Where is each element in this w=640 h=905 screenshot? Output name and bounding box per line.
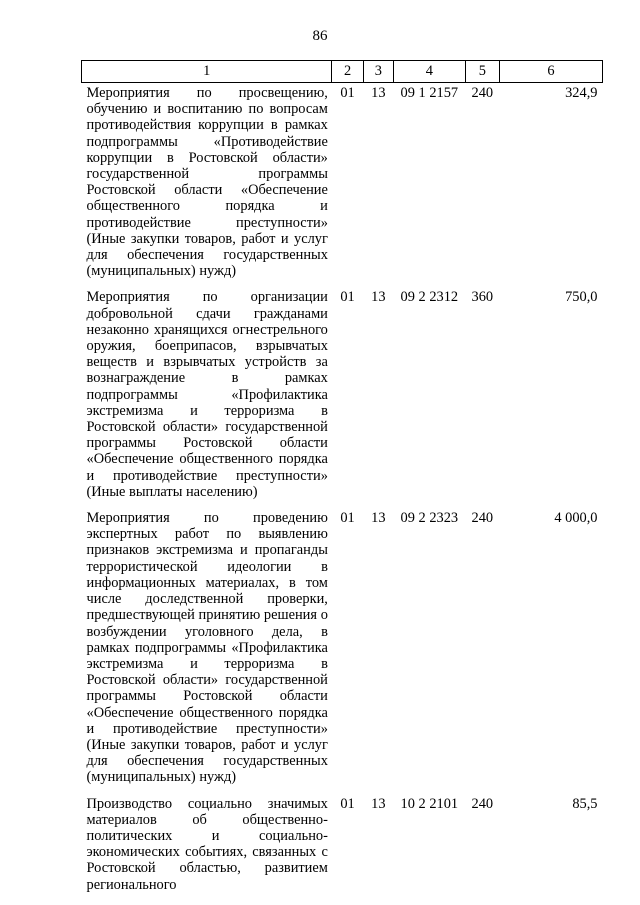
row-subsection: 13 xyxy=(371,795,386,812)
row-amount: 85,5 xyxy=(572,795,598,812)
row-section: 01 xyxy=(340,289,355,306)
row-expense-type: 240 xyxy=(471,795,494,812)
row-amount: 4 000,0 xyxy=(554,510,598,527)
row-name: Мероприятия по организации добровольной сдачи гражданами незаконно хранящихся огнестрельного оружия, боеприпасов, взрывчатых веществ и взрывчатых устройств за вознаграждение в рамках подпрограммы «Профилактика экстремизма и терроризма в Ростовской области» государственной программы Ростовской области «Обеспечение общественного порядка и противодействие преступности» (Иные выплаты населению) xyxy=(86,289,328,500)
row-name: Мероприятия по просвещению, обучению и воспитанию по вопросам противодействия коррупции в рамках подпрограммы «Противодействие коррупции в Ростовской области» государственной программы Ростовской области «Обеспечение общественного порядка и противодействие преступности» (Иные закупки товаров, работ и услуг для обеспечения государственных (муниципальных) нужд) xyxy=(86,85,328,280)
column-header-4: 4 xyxy=(393,61,465,83)
row-amount: 750,0 xyxy=(565,289,598,306)
table-row xyxy=(82,508,603,793)
row-subsection: 13 xyxy=(371,510,386,527)
table-row xyxy=(82,794,603,901)
row-amount: 324,9 xyxy=(565,85,598,101)
header-row xyxy=(82,61,603,83)
column-header-2: 2 xyxy=(332,61,363,83)
row-expense-type: 240 xyxy=(471,510,494,527)
row-expense-type: 360 xyxy=(471,289,494,306)
row-name: Мероприятия по проведению экспертных работ по выявлению признаков экстремизма и пропаганды террористической идеологии в информационных материалах, в том числе доследственной проверки, предшествующей принятию решения о возбуждении уголовного дела, в рамках подпрограммы «Профилактика экстремизма и терроризма в Ростовской области» государственной программы Ростовской области «Обеспечение общественного порядка и противодействие преступности» (Иные закупки товаров, работ и услуг для обеспечения государственных (муниципальных) нужд) xyxy=(86,510,328,786)
column-header-6: 6 xyxy=(499,61,602,83)
row-target-code: 10 2 2101 xyxy=(400,795,459,812)
row-subsection: 13 xyxy=(371,289,386,306)
table-row xyxy=(82,287,603,508)
table-row xyxy=(82,83,603,288)
row-target-code: 09 2 2312 xyxy=(400,289,459,306)
column-header-1: 1 xyxy=(82,61,332,83)
row-section: 01 xyxy=(340,85,355,101)
row-section: 01 xyxy=(340,795,355,812)
row-subsection: 13 xyxy=(371,85,386,101)
row-expense-type: 240 xyxy=(471,85,494,101)
budget-table xyxy=(81,60,603,901)
page-number: 86 xyxy=(312,28,328,44)
row-target-code: 09 1 2157 xyxy=(400,85,459,101)
column-header-5: 5 xyxy=(465,61,499,83)
row-name: Производство социально значимых материалов об общественно-политических и социально-экономических событиях, связанных с Ростовской областью, развитием регионального xyxy=(86,795,328,893)
column-header-3: 3 xyxy=(363,61,393,83)
row-target-code: 09 2 2323 xyxy=(400,510,459,527)
row-section: 01 xyxy=(340,510,355,527)
